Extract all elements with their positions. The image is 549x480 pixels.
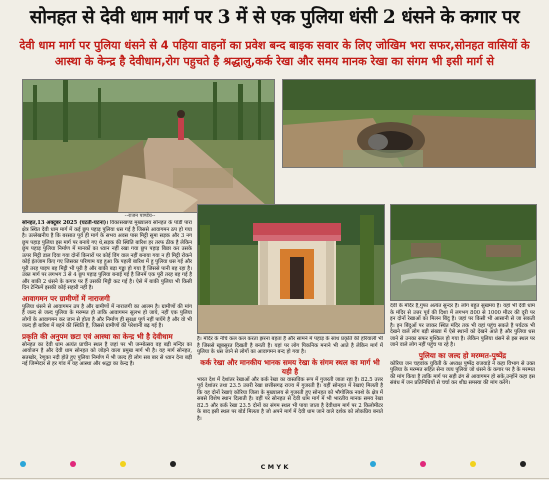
article-column-2	[197, 336, 383, 460]
subheading-tropic-line: कर्क रेखा और मानकीय भानक समय रेखा के संगम स्थल का मार्ग भी यही है	[200, 357, 380, 376]
column-1-paragraph-2: पुलिया धंसने से आवागमन ठप है और ग्रामीणों में नाराजगी का आलम है। ग्रामीणों की मांग है जल्द से जल्द पुलिया के मरम्मत हो ताकि आवागमन सुलभ हो जाये, नहीं एक पुलिया लोगों के आवागमन कर जान से होता है और निर्माण ही सुरक्षा पूर्ण नहीं पायेंगे है और वो भी जल्द ही बारिश में बहने की स्थिति है, जिससे ग्रामीणों की परेशानी बढ़ गई है।	[22, 303, 192, 329]
column-3-paragraph-1: देवी के मंदिर है,गुफा अत्यंत सुन्दर है। लोग बहुत सुखमय है। यहां भी देवी धाम के मंदिर से उत्तर पूर्व की दिशा में लगभग 800 से 1000 मीटर की दूरी पर इन दोनों रेखाओं का मिलन बिंदु है। जहां पर किसी भी आसानी से जा सकती है। इन बिंदुओं पर जाकर स्थित मंदिर तक भी वहां पहुंच सकते है पर्यटक भी देखने वाले लोग बड़ी संख्या में ऐसे स्थानों को देखने आते है और पुलिया धस जाने से उनका सफर मुश्किल हो गया है। लेकिन पुलिया धंसने से इस स्थल पर जाने वाले लोग नहीं पहुंच पा रहे है।	[390, 303, 535, 348]
subheadline: देवी धाम मार्ग पर पुलिया धंसने से 4 पहिया वाहनों का प्रवेश बन्द बाइक सवार के लिए जोखिम भरा सफर,सोनहत वासियों के आस्था के केन्द्र है देवीधाम,रोग पहुचते है श्रद्धालु,कर्क रेखा और समय मानक रेखा का संगम भी इसी मार्ग से	[19, 39, 530, 68]
column-3-paragraph-2: कोरिया जन चहवांक युविती के अध्यक्ष पुष्पेंद्र राजवाड़े ने कहा विभाग से उक्त पुलिया के मरम्मत सहित सेना व्यय पुलिया जो धंसने के कगार पर है के मरम्मत की मांग किया है ताकि मार्ग पर सही ढंग से आवागमन हो सके,उन्होंने कहा इस संबंध में जन प्रतिनिधियों से चर्चा कर शीघ्र समस्या की मांग करेंगे।	[390, 360, 535, 386]
column-1-paragraph-1: विकासखण्ड मुख्यालय सोनहत के पांडी पारा क्षेत्र स्थित देवी धाम मार्ग में कई छुप पहाड़ पुलिया धस गई है जिससे आवागमन ठप हो गया है। उल्लेखनीय है कि बरसात पूर्व ही मार्ग के सभव अवस पास मिट्टी सुमा सड़क और 3 नग छूप पहाड़ पुलिया इस मार्ग पर बनाये गए थे,सड़क की स्थिति बारिश हर तरफ ठीक है लेकिन छूप पहाड़ पुलिया निर्माण में मानकों का ध्यान नहीं रखा गया छूप पहाड़ बिछा कर उसके ऊपर मिट्टी डाल दिया गया दोनों किनारों पर कोई विंग वाल नहीं बनाया गया न ही मिट्टी रोकने कोई इंतजाम किए गए जिसका परिणाम यह हुआ कि पहली बारिश में हु पुलिया धस गई और पूरी तरह पाइप बह मिट्टी भी पूरी है और बाकी बड़ा गड्ढा हो गया है जिससे पानी बह रहा है। उक्त मार्ग पर लगभग 3 से 4 छूप पहाड़ पुलिया बनाई गई है जिनमें एक पूरी तरह बह गई है और बाकी 2 धंसने के कगार पर हैं उसकी मिट्टी कट गई है। ऐसे में बाकी पुलिया भी किसी दिन टेन्किमें इसकी कोई सहारी नहीं है।	[22, 220, 192, 291]
subheading-residents-anger: आवागमन पर ग्रामीणों में नाराजगी	[22, 293, 110, 303]
dateline: सोनहत,13 अक्टूबर 2025 (घटती-घटना)।	[22, 220, 109, 226]
article-column-1	[22, 220, 192, 460]
photo-collapsed-culvert	[282, 79, 536, 168]
column-2-paragraph-2: भारत देश में देशांतर रेखाओं और कर्क रेखा का वास्तविक रूप में गुजरती जाता रहा है। 82.5 उत्तर पूर्व देशांतर तथा 23.5 उत्तरी रेखा छत्तीसगढ़ राज्य में गुजरती है। यहीं सोनहत में रेखाएं मिलती है कि यह दोनों रेखाएं कोरिया जिला के मुख्यालय से गुजरती हुए सोनहत को भौगोलिक नक्शे के क्षेत्र में सबसे विशेष स्थान दिलाती है। वहीं पर सोनहत से देवी धाम मार्ग में भी भारतीय मानक समय रेखा 82.5 और कर्क रेखा 23.5 दोनों का संगम स्थल भी पाया जाता है देवीधाम मार्ग पर 2 किलोमीटर के बाद इसी स्थल पर बोर्ड मिलता है जो अपने मार्ग में देवी धाम जाने वाले दर्शक को लोकप्रिय बनाते है।	[197, 376, 383, 422]
subheading-repair-demand: पुलिया का जल्द हो मरम्मत-पुष्पेंद्र	[418, 350, 507, 360]
photo-caption: --राजन पाण्डेय--	[124, 213, 156, 219]
cmyk-mark: C M Y K	[260, 463, 289, 471]
bottom-rule	[0, 478, 549, 479]
subheading-devidham-nature: प्रकृति की अनुपम छटा एवं आस्था का केन्द्र भी है देवीधाम	[22, 331, 173, 341]
article-column-3	[390, 303, 535, 460]
column-1-paragraph-3: सोनहत का देवी धाम अत्यंत प्राचीन स्थल है जहां पर भी जन्मोत्सव वह बड़ी मन्दिर का आयोजन है और देवी धाम सोनहत को जोड़ने वाला प्रमुख मार्ग भी है। यह मार्ग सोनहत, सतखोर, रेणुका नदी होते हुए पुलिया निर्माण में भी जल्द ही लोग सब बार से ध्यान देना बड़ी नई जिम्मेदार से हर गांव में यह आस्था और श्रद्धा का केन्द्र है।	[22, 341, 192, 367]
photo-temple	[197, 204, 385, 334]
photo-stream	[390, 204, 537, 301]
photo-road-with-person	[22, 79, 275, 213]
column-2-paragraph-1: है। मंदिर के नीचे कल कल करता झरना बहता है और सामने में पहाड़ के साथ प्रकृति की हरियाली भी है जिससे खूबसूरत दिखती है बनती है। यहां पर लोग पिकनिक मनाने भी आते है लेकिन मार्ग में पुलिया के धस जाने से लोगों का आवागमन बन्द हो गया है।	[197, 336, 383, 355]
headline: सोनहत से देवी धाम मार्ग पर 3 में से एक पुलिया धंसी 2 धंसने के कगार पर	[29, 7, 520, 28]
